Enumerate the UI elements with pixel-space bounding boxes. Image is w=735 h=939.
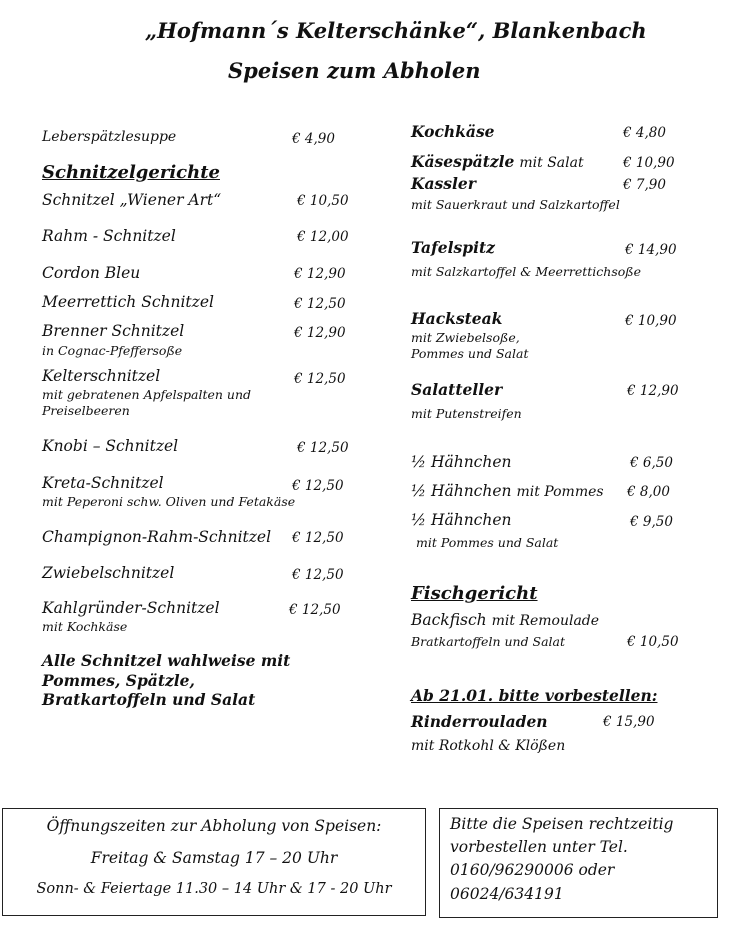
menu-item-desc: Pommes und Salat	[411, 346, 529, 361]
menu-item-desc: mit Pommes und Salat	[416, 535, 559, 550]
menu-item-name: Salatteller	[411, 380, 503, 399]
menu-item-price: € 12,90	[294, 325, 346, 341]
menu-item-desc: Preiselbeeren	[42, 403, 130, 418]
menu-item-name: ½ Hähnchen	[411, 482, 512, 500]
menu-item-price: € 15,90	[603, 714, 655, 730]
menu-item-price: € 12,50	[292, 530, 344, 546]
menu-item-desc: mit gebratenen Apfelspalten und	[42, 387, 252, 402]
opening-hours-box	[2, 808, 426, 916]
schnitzel-side-note: Bratkartoffeln und Salat	[42, 690, 256, 709]
menu-item-name: Tafelspitz	[411, 238, 495, 257]
menu-item-name: Meerrettich Schnitzel	[42, 293, 214, 311]
menu-item-price: € 10,50	[297, 193, 349, 209]
menu-item-price: € 9,50	[630, 514, 673, 530]
menu-item-name: ½ Hähnchen	[411, 453, 512, 471]
contact-line: vorbestellen unter Tel.	[450, 838, 628, 856]
menu-item-suffix: mit Pommes	[516, 484, 604, 500]
menu-item-price: € 12,50	[292, 478, 344, 494]
menu-item-desc: mit Peperoni schw. Oliven und Fetakäse	[42, 494, 296, 509]
menu-item-price: € 12,50	[294, 371, 346, 387]
menu-item-price: € 4,90	[292, 131, 335, 147]
menu-item-name: Käsespätzle	[411, 152, 515, 171]
menu-item-price: € 4,80	[623, 125, 666, 141]
menu-item-price: € 12,90	[627, 383, 679, 399]
menu-item-name: Cordon Bleu	[42, 264, 141, 282]
menu-item-name: Kassler	[411, 174, 476, 193]
menu-item-suffix: mit Remoulade	[491, 613, 600, 629]
menu-item-name: Backfisch	[411, 611, 487, 629]
preorder-title: Ab 21.01. bitte vorbestellen:	[411, 686, 658, 705]
menu-item-desc: Bratkartoffeln und Salat	[411, 634, 566, 649]
menu-item-price: € 7,90	[623, 177, 666, 193]
schnitzel-side-note: Alle Schnitzel wahlweise mit	[42, 651, 291, 670]
page-subtitle: Speisen zum Abholen	[228, 58, 481, 83]
restaurant-title: „Hofmann´s Kelterschänke“, Blankenbach	[145, 18, 647, 43]
contact-phone: 0160/96290006 oder	[450, 861, 615, 879]
menu-item-price: € 12,50	[297, 440, 349, 456]
menu-item-price: € 10,50	[627, 634, 679, 650]
menu-item-name: Champignon-Rahm-Schnitzel	[42, 528, 272, 546]
contact-phone: 06024/634191	[450, 885, 564, 903]
contact-line: Bitte die Speisen rechtzeitig	[450, 815, 674, 833]
menu-item-name: Rinderrouladen	[411, 712, 548, 731]
menu-item-price: € 12,50	[294, 296, 346, 312]
menu-item-price: € 12,90	[294, 266, 346, 282]
menu-item-name: Kelterschnitzel	[42, 367, 161, 385]
menu-item-name: Kahlgründer-Schnitzel	[42, 599, 220, 617]
menu-item-desc: mit Zwiebelsoße,	[411, 330, 520, 345]
menu-item-price: € 10,90	[625, 313, 677, 329]
menu-item-price: € 10,90	[623, 155, 675, 171]
section-title-fisch: Fischgericht	[411, 583, 538, 604]
menu-item-name: Rahm - Schnitzel	[42, 227, 176, 245]
menu-item-name: Hacksteak	[411, 309, 503, 328]
opening-hours-line: Sonn- & Feiertage 11.30 – 14 Uhr & 17 - 20 Uhr	[36, 881, 392, 897]
menu-item-desc: in Cognac-Pfeffersoße	[42, 343, 183, 358]
opening-hours-line: Freitag & Samstag 17 – 20 Uhr	[90, 849, 338, 867]
menu-item-name: Brenner Schnitzel	[42, 322, 185, 340]
menu-item-name: ½ Hähnchen	[411, 511, 512, 529]
menu-item-price: € 14,90	[625, 242, 677, 258]
menu-item-desc: mit Rotkohl & Klößen	[411, 738, 566, 754]
menu-item-price: € 12,50	[289, 602, 341, 618]
menu-item-name: Leberspätzlesuppe	[42, 129, 177, 145]
opening-hours-title: Öffnungszeiten zur Abholung von Speisen:	[46, 817, 382, 835]
menu-item-desc: mit Salzkartoffel & Meerrettichsoße	[411, 264, 642, 279]
menu-item-desc: mit Kochkäse	[42, 619, 128, 634]
menu-item-price: € 12,50	[292, 567, 344, 583]
menu-item-name: Kochkäse	[411, 122, 495, 141]
menu-item-name: Schnitzel „Wiener Art“	[42, 191, 222, 209]
menu-item-name: Kreta-Schnitzel	[42, 474, 164, 492]
menu-item-price: € 8,00	[627, 484, 670, 500]
schnitzel-side-note: Pommes, Spätzle,	[42, 671, 195, 690]
menu-item-name: Knobi – Schnitzel	[42, 437, 179, 455]
menu-item-name: Zwiebelschnitzel	[42, 564, 175, 582]
menu-item-suffix: mit Salat	[519, 155, 584, 171]
preorder-contact-box	[439, 808, 718, 918]
menu-item-desc: mit Putenstreifen	[411, 406, 522, 421]
section-title-schnitzel: Schnitzelgerichte	[42, 162, 220, 183]
menu-item-price: € 6,50	[630, 455, 673, 471]
menu-item-desc: mit Sauerkraut und Salzkartoffel	[411, 197, 620, 212]
menu-item-price: € 12,00	[297, 229, 349, 245]
